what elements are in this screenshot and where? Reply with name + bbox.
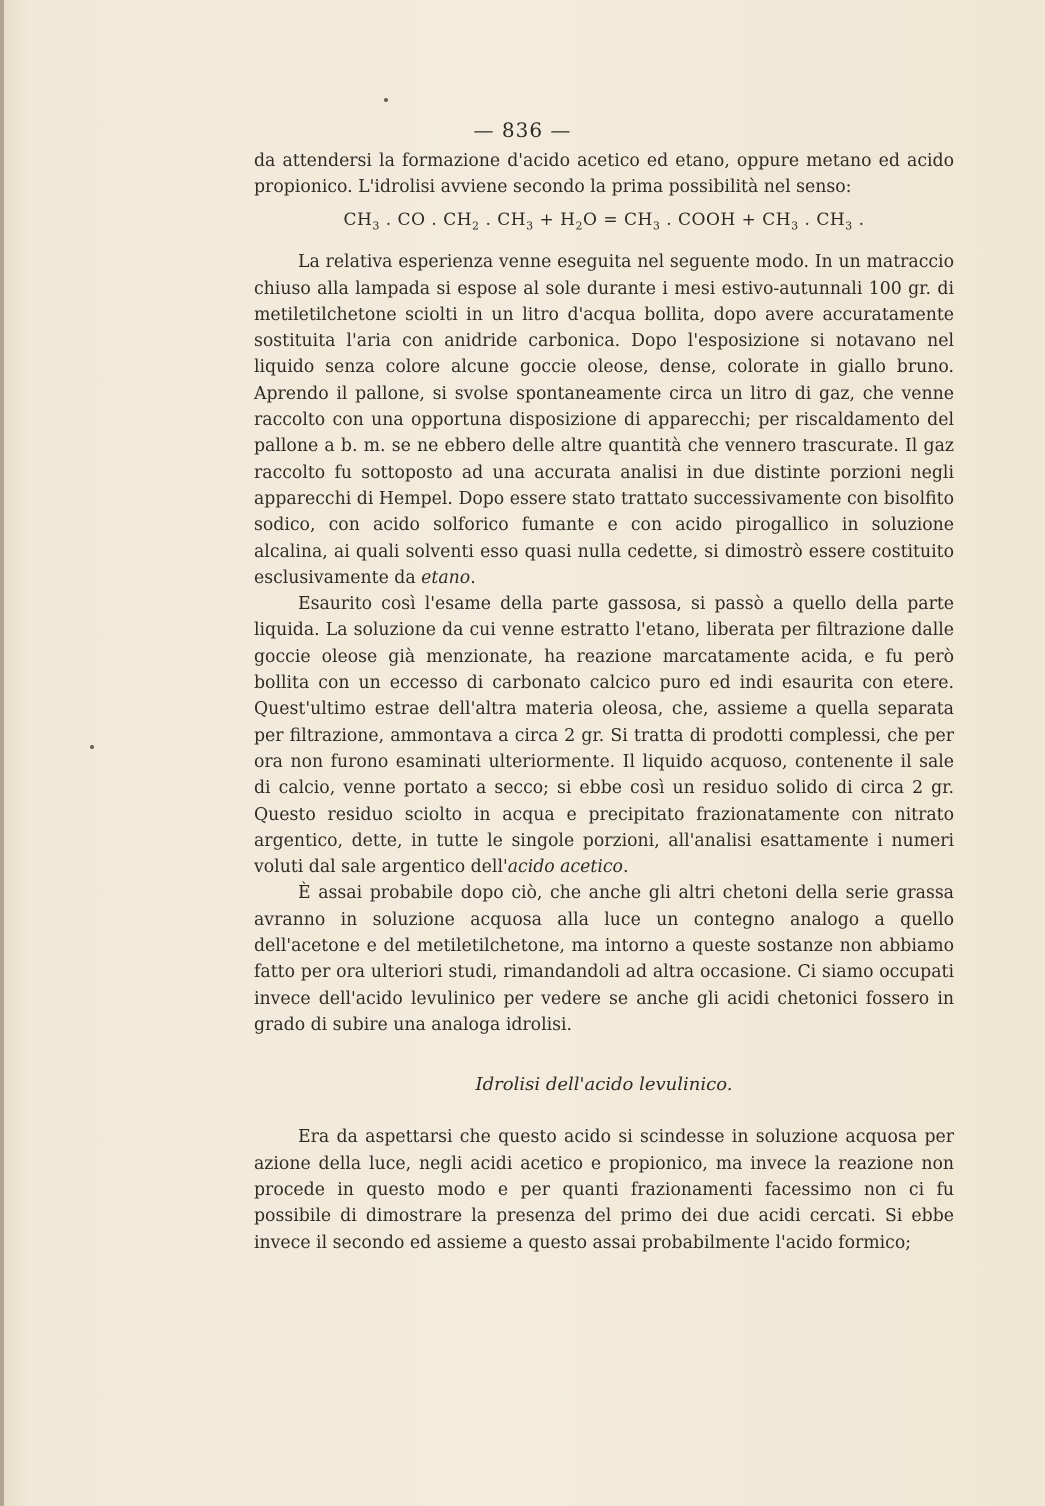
paragraph-4: È assai probabile dopo ciò, che anche gli altri chetoni della serie grassa avranno in soluzione acquosa alla luce un contegno analogo a quello dell'acetone e del metiletilchetone, ma intorno a queste sostanze non abbiamo fatto per ora ulteriori studi, rimandandoli ad altra occasione. Ci siamo occupati invece dell'acido levulinico per vedere se anche gli acidi chetonici fossero in grado di subire una analoga idrolisi. <box>254 883 954 1035</box>
binding-edge <box>0 0 4 1506</box>
paragraph-1: da attendersi la formazione d'acido acetico ed etano, oppure metano ed acido propionico. L'idrolisi avviene secondo la prima possibilità nel senso: <box>254 151 954 198</box>
ink-spot <box>90 745 94 749</box>
emphasis-acido-acetico: acido acetico <box>507 857 623 878</box>
chemical-equation: $CH_3$ . CO . $CH_2$ . $CH_3 + H_2O = CH_3$ . COOH + $CH_3$ . $CH_3$ . <box>343 209 865 232</box>
page-number: — 836 — <box>473 118 572 142</box>
body-text <box>254 148 954 1256</box>
ink-spot <box>384 98 388 102</box>
paragraph-2: La relativa esperienza venne eseguita nel seguente modo. In un matraccio chiuso alla lampada si espose al sole durante i mesi estivo-autunnali 100 gr. di metiletilchetone sciolti in un litro d'acqua bollita, dopo avere accuratamente sostituita l'aria con anidride carbonica. Dopo l'esposizione si notavano nel liquido senza colore alcune goccie oleose, dense, colorate in giallo bruno. Aprendo il pallone, si svolse spontaneamente circa un litro di gaz, che venne raccolto con una opportuna disposizione di apparecchi; per riscaldamento del pallone a b. m. se ne ebbero delle altre quantità che vennero trascurate. Il gaz raccolto fu sottoposto ad una accurata analisi in due distinte porzioni negli apparecchi di Hempel. Dopo essere stato trattato successivamente con bisolfito sodico, con acido solforico fumante e con acido pirogallico in soluzione alcalina, ai quali solventi esso quasi nulla cedette, si dimostrò essere costituito esclusivamente da etano. <box>254 252 954 588</box>
section-title: Idrolisi dell'acido levulinico. <box>475 1074 733 1096</box>
paragraph-5: Era da aspettarsi che questo acido si scindesse in soluzione acquosa per azione della luce, negli acidi acetico e propionico, ma invece la reazione non procede in questo modo e per quanti frazionamenti facessimo non ci fu possibile di dimostrare la presenza del primo dei due acidi cercati. Si ebbe invece il secondo ed assieme a questo assai probabilmente l'acido formico; <box>254 1127 954 1253</box>
emphasis-etano: etano <box>421 567 471 588</box>
paragraph-3: Esaurito così l'esame della parte gassosa, si passò a quello della parte liquida. La soluzione da cui venne estratto l'etano, liberata per filtrazione dalle goccie oleose già menzionate, ha reazione marcatamente acida, e fu però bollita con un eccesso di carbonato calcico puro ed indi esaurita con etere. Quest'ultimo estrae dell'altra materia oleosa, che, assieme a quella separata per filtrazione, ammontava a circa 2 gr. Si tratta di prodotti complessi, che per ora non furono esaminati ulteriormente. Il liquido acquoso, contenente il sale di calcio, venne portato a secco; si ebbe così un residuo solido di circa 2 gr. Questo residuo sciolto in acqua e precipitato frazionatamente con nitrato argentico, dette, in tutte le singole porzioni, all'analisi esattamente i numeri voluti dal sale argentico dell'acido acetico. <box>254 594 954 878</box>
